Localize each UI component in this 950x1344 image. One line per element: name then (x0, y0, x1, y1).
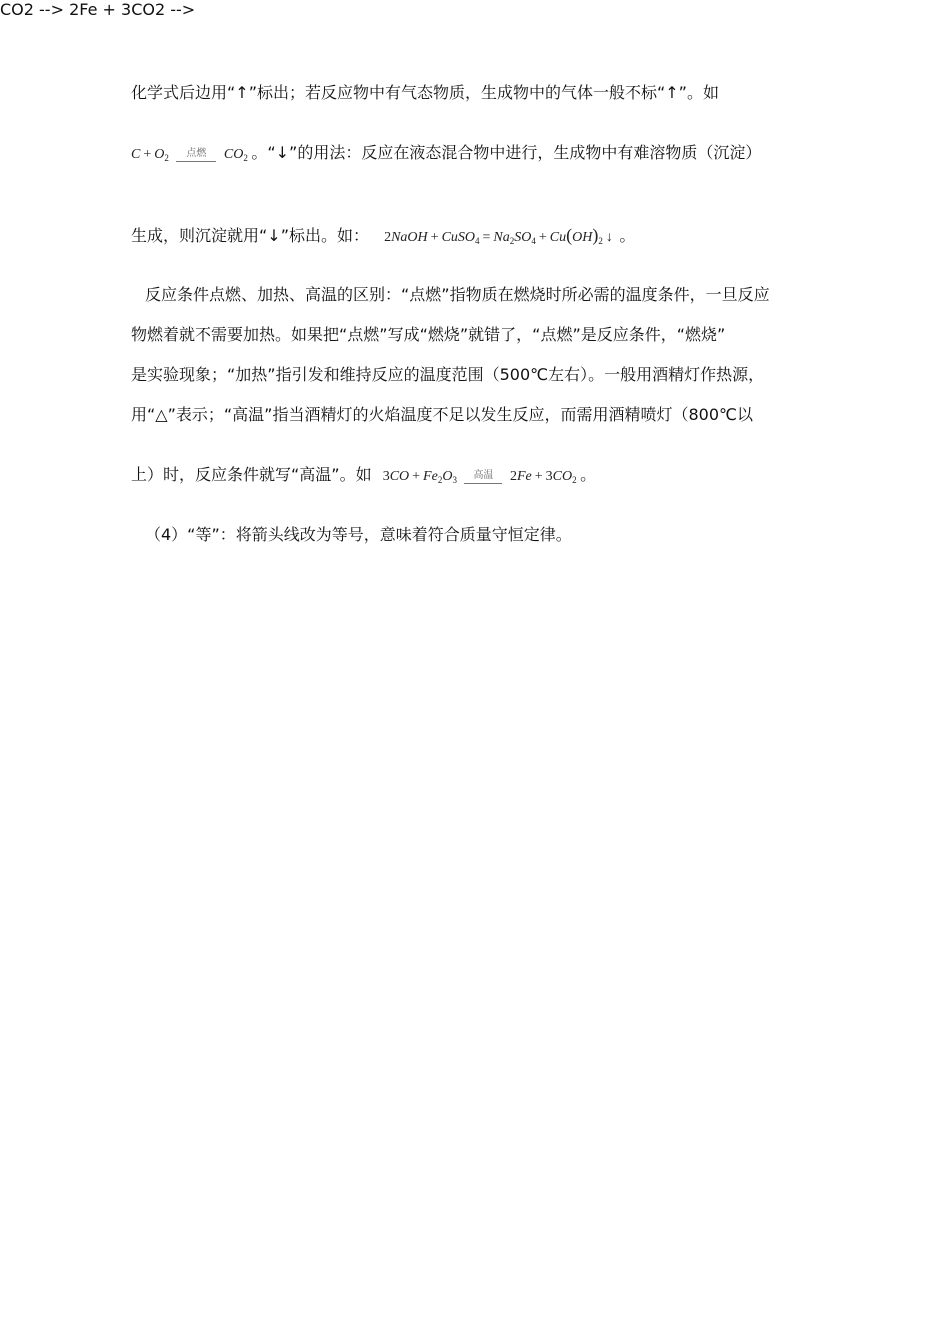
text-line-8-end: 。 (580, 465, 597, 484)
eq2-product-1b-sub: 4 (531, 236, 536, 246)
paragraph-line-2 (131, 142, 761, 169)
eq2-equals: = (482, 230, 491, 245)
text-line-7: 用“△”表示；“高温”指当酒精灯的火焰温度不足以发生反应，而需用酒精喷灯（800℃以 (131, 405, 753, 424)
eq2-precipitate-arrow: ↓ (605, 230, 613, 245)
eq2-reactant-2-sub: 4 (475, 236, 480, 246)
text-line-3: 生成，则沉淀就用“↓”标出。如： (131, 226, 369, 245)
eq2-reactant-2: CuSO (441, 230, 476, 245)
eq2-product-1a: Na (493, 230, 510, 245)
eq2-product-2: Cu (549, 230, 567, 245)
eq1-reactant-c: C (131, 147, 141, 162)
text-line-5: 物燃着就不需要加热。如果把“点燃”写成“燃烧”就错了，“点燃”是反应条件，“燃烧” (131, 325, 726, 344)
paragraph-line-9 (145, 524, 572, 546)
eq1-product-sub: 2 (243, 153, 248, 163)
eq3-reactant-2a: Fe (423, 469, 438, 484)
text-line-2: 。“↓”的用法：反应在液态混合物中进行，生成物中有难溶物质（沉淀） (251, 143, 762, 162)
eq2-product-1b: SO (514, 230, 532, 245)
paragraph-line-3 (131, 224, 635, 252)
paragraph-line-7 (131, 404, 753, 426)
eq1-condition-arrow (176, 148, 216, 162)
text-line-6: 是实验现象；“加热”指引发和维持反应的温度范围（500℃左右）。一般用酒精灯作热源， (131, 365, 765, 384)
eq1-product-co: CO (223, 147, 244, 162)
equation-iron-reduction (383, 469, 580, 484)
eq3-condition-line (464, 483, 502, 484)
eq2-product-2-group: OH (572, 230, 593, 245)
eq3-condition-label: 高温 (473, 469, 494, 481)
eq2-paren-left: ( (566, 225, 573, 245)
paragraph-line-4 (145, 284, 770, 306)
eq3-product-2-sub: 2 (572, 475, 577, 485)
text-line-3-end: 。 (619, 226, 636, 245)
eq2-paren-right: ) (592, 225, 599, 245)
eq1-plus: + (143, 147, 152, 162)
eq2-product-1a-sub: 2 (509, 236, 515, 246)
eq3-coef-2: 2 (509, 469, 517, 484)
equation-carbon-combustion (131, 147, 251, 162)
paragraph-line-5 (131, 324, 725, 346)
eq2-reactant-1: NaOH (391, 230, 428, 245)
eq3-reactant-2a-sub: 2 (437, 475, 443, 485)
eq3-coef-3: 3 (545, 469, 553, 484)
text-line-4: 反应条件点燃、加热、高温的区别：“点燃”指物质在燃烧时所必需的温度条件，一旦反应 (145, 285, 770, 304)
text-line-9: （4）“等”：将箭头线改为等号，意味着符合质量守恒定律。 (145, 525, 572, 544)
eq3-plus-2: + (534, 469, 543, 484)
eq3-product-1: Fe (516, 469, 532, 484)
eq3-reactant-2b: O (442, 469, 453, 484)
paragraph-line-6 (131, 364, 764, 386)
eq3-condition-arrow (464, 470, 502, 484)
paragraph-line-1 (131, 82, 719, 104)
equation-copper-hydroxide (384, 225, 619, 246)
eq3-product-2: CO (552, 469, 573, 484)
eq1-condition-label: 点燃 (186, 147, 207, 159)
eq2-plus-2: + (538, 230, 547, 245)
eq2-plus-1: + (430, 230, 439, 245)
eq2-product-2-sub: 2 (598, 236, 603, 246)
eq3-plus-1: + (412, 469, 421, 484)
eq1-condition-line (176, 161, 216, 162)
eq3-reactant-1: CO (389, 469, 410, 484)
paragraph-line-8 (131, 464, 596, 491)
text-line-8: 上）时，反应条件就写“高温”。如 (131, 465, 372, 484)
text-line-1: 化学式后边用“↑”标出；若反应物中有气态物质，生成物中的气体一般不标“↑”。如 (131, 83, 719, 102)
eq3-reactant-2b-sub: 3 (452, 475, 457, 485)
eq1-sub: 2 (164, 153, 169, 163)
eq2-coef: 2 (384, 230, 392, 245)
eq3-coef-1: 3 (382, 469, 390, 484)
eq1-reactant-o: O (154, 147, 165, 162)
